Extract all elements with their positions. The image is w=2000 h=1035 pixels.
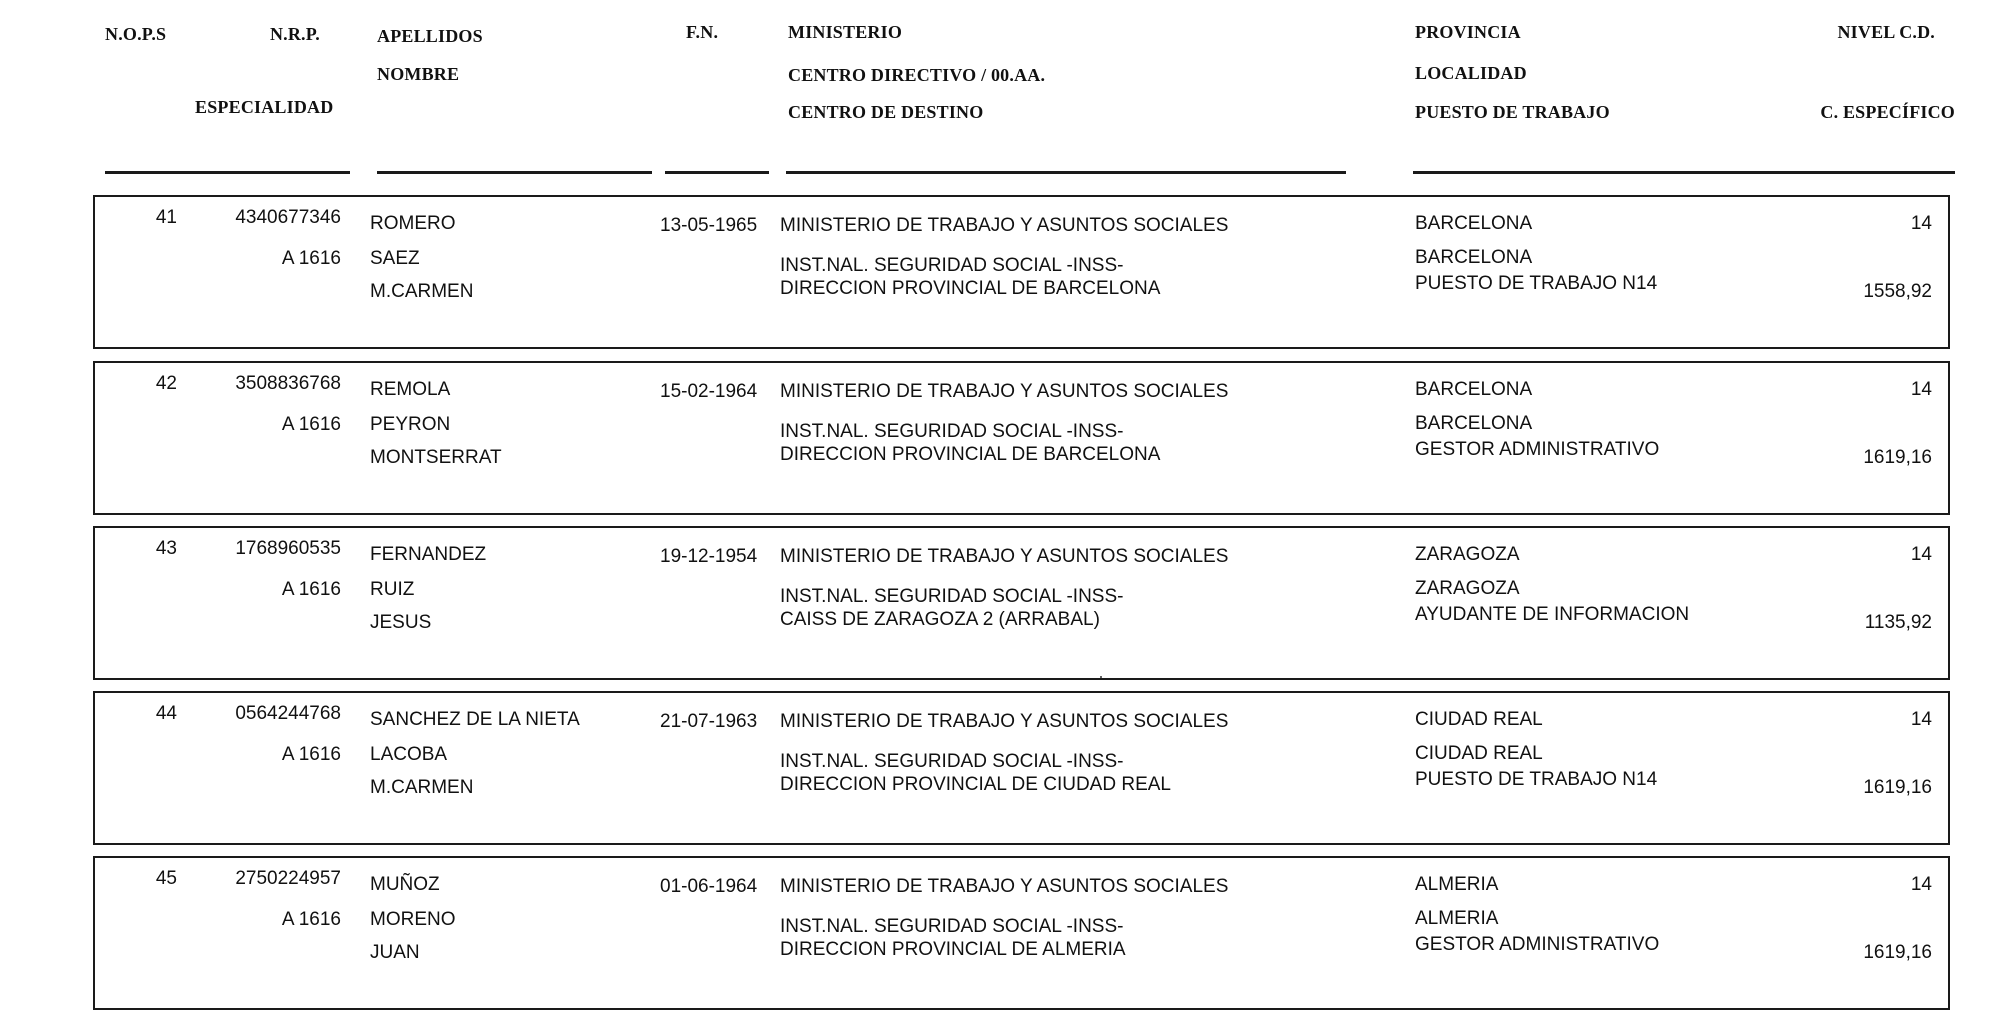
record-c-especifico: 1619,16 (1863, 942, 1932, 963)
record-especialidad: A 1616 (281, 248, 341, 269)
record-nivel-cd: 14 (1910, 213, 1932, 234)
record-centro-destino: DIRECCION PROVINCIAL DE BARCELONA (780, 444, 1161, 465)
record-provincia: BARCELONA (1415, 379, 1533, 400)
record-nrp: 3508836768 (235, 373, 341, 394)
record-centro-directivo: INST.NAL. SEGURIDAD SOCIAL -INSS- (780, 586, 1124, 607)
header-provincia: PROVINCIA (1415, 22, 1521, 42)
record-provincia: CIUDAD REAL (1415, 709, 1543, 730)
header-c-especifico: C. ESPECÍFICO (1820, 102, 1955, 122)
record-nops: 44 (155, 703, 177, 724)
record-nombre: JESUS (370, 612, 432, 633)
record-apellido2: LACOBA (370, 744, 448, 765)
record-puesto-trabajo: GESTOR ADMINISTRATIVO (1415, 439, 1660, 460)
record-provincia: BARCELONA (1415, 213, 1533, 234)
record-apellido2: PEYRON (370, 414, 451, 435)
record-nops: 42 (155, 373, 177, 394)
record-puesto-trabajo: AYUDANTE DE INFORMACION (1415, 604, 1690, 625)
record-fecha-nacimiento: 15-02-1964 (660, 381, 758, 402)
header-especialidad: ESPECIALIDAD (195, 97, 334, 117)
record-apellido1: REMOLA (370, 379, 451, 400)
record-nombre: MONTSERRAT (370, 447, 502, 468)
record-box (93, 856, 1950, 1010)
header-puesto-trabajo: PUESTO DE TRABAJO (1415, 102, 1610, 122)
record-localidad: ZARAGOZA (1415, 578, 1520, 599)
record-ministerio: MINISTERIO DE TRABAJO Y ASUNTOS SOCIALES (780, 711, 1229, 732)
record-box (93, 361, 1950, 515)
record-fecha-nacimiento: 01-06-1964 (660, 876, 758, 897)
record-apellido2: MORENO (370, 909, 456, 930)
record-localidad: BARCELONA (1415, 413, 1533, 434)
scan-speck (1100, 676, 1102, 678)
record-nops: 41 (155, 207, 177, 228)
record-apellido2: RUIZ (370, 579, 415, 600)
record-puesto-trabajo: GESTOR ADMINISTRATIVO (1415, 934, 1660, 955)
header-nombre: NOMBRE (377, 64, 460, 84)
record-centro-destino: DIRECCION PROVINCIAL DE BARCELONA (780, 278, 1161, 299)
record-localidad: CIUDAD REAL (1415, 743, 1543, 764)
record-nombre: M.CARMEN (370, 777, 474, 798)
record-centro-directivo: INST.NAL. SEGURIDAD SOCIAL -INSS- (780, 916, 1124, 937)
record-apellido1: ROMERO (370, 213, 456, 234)
record-especialidad: A 1616 (281, 909, 341, 930)
record-nrp: 4340677346 (235, 207, 341, 228)
record-ministerio: MINISTERIO DE TRABAJO Y ASUNTOS SOCIALES (780, 381, 1229, 402)
header-ministerio: MINISTERIO (788, 22, 903, 42)
header-nrp: N.R.P. (269, 24, 320, 44)
record-apellido1: SANCHEZ DE LA NIETA (370, 709, 580, 730)
record-ministerio: MINISTERIO DE TRABAJO Y ASUNTOS SOCIALES (780, 876, 1229, 897)
header-centro-directivo: CENTRO DIRECTIVO / 00.AA. (788, 65, 1046, 85)
record-puesto-trabajo: PUESTO DE TRABAJO N14 (1415, 273, 1658, 294)
record-nombre: JUAN (370, 942, 420, 963)
header-nops: N.O.P.S (105, 24, 167, 44)
record-centro-destino: CAISS DE ZARAGOZA 2 (ARRABAL) (780, 609, 1100, 630)
record-fecha-nacimiento: 13-05-1965 (660, 215, 758, 236)
record-provincia: ZARAGOZA (1415, 544, 1520, 565)
record-box (93, 526, 1950, 680)
record-centro-directivo: INST.NAL. SEGURIDAD SOCIAL -INSS- (780, 421, 1124, 442)
header-nivel-cd: NIVEL C.D. (1837, 22, 1935, 42)
record-ministerio: MINISTERIO DE TRABAJO Y ASUNTOS SOCIALES (780, 215, 1229, 236)
record-nivel-cd: 14 (1910, 544, 1932, 565)
record-nivel-cd: 14 (1910, 874, 1932, 895)
header-centro-destino: CENTRO DE DESTINO (788, 102, 984, 122)
header-fecha-nacimiento: F.N. (686, 22, 719, 42)
record-especialidad: A 1616 (281, 414, 341, 435)
record-nrp: 0564244768 (235, 703, 341, 724)
record-fecha-nacimiento: 19-12-1954 (660, 546, 758, 567)
record-box (93, 195, 1950, 349)
record-localidad: ALMERIA (1415, 908, 1499, 929)
record-nombre: M.CARMEN (370, 281, 474, 302)
record-provincia: ALMERIA (1415, 874, 1499, 895)
record-especialidad: A 1616 (281, 579, 341, 600)
record-especialidad: A 1616 (281, 744, 341, 765)
record-c-especifico: 1135,92 (1864, 612, 1932, 633)
record-c-especifico: 1619,16 (1863, 777, 1932, 798)
record-centro-destino: DIRECCION PROVINCIAL DE ALMERIA (780, 939, 1126, 960)
header-apellidos: APELLIDOS (377, 26, 483, 46)
record-apellido1: FERNANDEZ (370, 544, 487, 565)
record-nops: 43 (155, 538, 177, 559)
record-nrp: 2750224957 (235, 868, 341, 889)
header-underline-fn (665, 171, 769, 174)
record-fecha-nacimiento: 21-07-1963 (660, 711, 758, 732)
record-centro-directivo: INST.NAL. SEGURIDAD SOCIAL -INSS- (780, 751, 1124, 772)
record-c-especifico: 1558,92 (1863, 281, 1932, 302)
record-puesto-trabajo: PUESTO DE TRABAJO N14 (1415, 769, 1658, 790)
record-box (93, 691, 1950, 845)
header-underline-ministerio (786, 171, 1346, 174)
record-centro-destino: DIRECCION PROVINCIAL DE CIUDAD REAL (780, 774, 1171, 795)
record-centro-directivo: INST.NAL. SEGURIDAD SOCIAL -INSS- (780, 255, 1124, 276)
header-localidad: LOCALIDAD (1415, 63, 1527, 83)
record-localidad: BARCELONA (1415, 247, 1533, 268)
record-ministerio: MINISTERIO DE TRABAJO Y ASUNTOS SOCIALES (780, 546, 1229, 567)
record-c-especifico: 1619,16 (1863, 447, 1932, 468)
record-apellido2: SAEZ (370, 248, 420, 269)
record-nops: 45 (155, 868, 177, 889)
header-underline-provincia (1413, 171, 1955, 174)
record-nrp: 1768960535 (235, 538, 341, 559)
record-nivel-cd: 14 (1910, 709, 1932, 730)
header-underline-nops-nrp (105, 171, 350, 174)
record-apellido1: MUÑOZ (370, 874, 440, 895)
record-nivel-cd: 14 (1910, 379, 1932, 400)
header-underline-apellidos (377, 171, 652, 174)
